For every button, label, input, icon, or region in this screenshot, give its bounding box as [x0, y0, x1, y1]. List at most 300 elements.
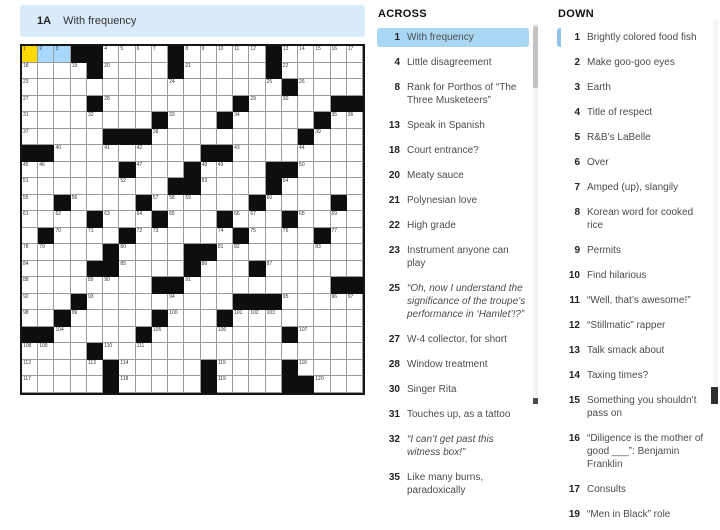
- down-clue-item[interactable]: [557, 128, 713, 147]
- grid-cell[interactable]: [152, 129, 168, 146]
- grid-cell[interactable]: [136, 63, 152, 80]
- grid-cell[interactable]: [249, 360, 265, 377]
- grid-cell[interactable]: [217, 178, 233, 195]
- grid-cell[interactable]: [54, 112, 70, 129]
- grid-cell[interactable]: [87, 129, 103, 146]
- grid-cell[interactable]: [136, 376, 152, 393]
- down-clue-item[interactable]: [557, 391, 713, 423]
- grid-cell[interactable]: [38, 112, 54, 129]
- grid-cell[interactable]: [331, 244, 347, 261]
- grid-cell[interactable]: [249, 96, 265, 113]
- grid-cell[interactable]: [314, 327, 330, 344]
- grid-cell[interactable]: [54, 277, 70, 294]
- grid-cell[interactable]: [347, 195, 363, 212]
- down-clue-item[interactable]: [557, 28, 713, 47]
- grid-cell[interactable]: [217, 63, 233, 80]
- grid-cell[interactable]: [217, 277, 233, 294]
- across-clue-item[interactable]: [377, 330, 529, 349]
- grid-cell[interactable]: [314, 79, 330, 96]
- grid-cell[interactable]: [168, 228, 184, 245]
- grid-cell[interactable]: [71, 162, 87, 179]
- grid-cell[interactable]: [87, 162, 103, 179]
- grid-cell[interactable]: [168, 211, 184, 228]
- grid-cell[interactable]: [217, 360, 233, 377]
- grid-cell[interactable]: [152, 162, 168, 179]
- grid-cell[interactable]: [38, 96, 54, 113]
- grid-cell[interactable]: [119, 244, 135, 261]
- grid-cell[interactable]: [282, 195, 298, 212]
- grid-cell[interactable]: [38, 294, 54, 311]
- grid-cell[interactable]: [54, 63, 70, 80]
- grid-cell[interactable]: [54, 145, 70, 162]
- grid-cell[interactable]: [266, 211, 282, 228]
- grid-cell[interactable]: [266, 79, 282, 96]
- grid-cell[interactable]: [347, 310, 363, 327]
- grid-cell[interactable]: [331, 310, 347, 327]
- grid-cell[interactable]: [233, 277, 249, 294]
- grid-cell[interactable]: [87, 294, 103, 311]
- grid-cell[interactable]: [266, 343, 282, 360]
- grid-cell[interactable]: [249, 327, 265, 344]
- grid-cell[interactable]: [136, 178, 152, 195]
- grid-cell[interactable]: [331, 294, 347, 311]
- grid-cell[interactable]: [217, 294, 233, 311]
- grid-cell[interactable]: [249, 228, 265, 245]
- grid-cell[interactable]: [38, 195, 54, 212]
- grid-cell[interactable]: [298, 310, 314, 327]
- grid-cell[interactable]: [22, 96, 38, 113]
- grid-cell[interactable]: [54, 294, 70, 311]
- grid-cell[interactable]: [168, 195, 184, 212]
- down-clue-item[interactable]: [557, 480, 713, 499]
- grid-cell[interactable]: [103, 96, 119, 113]
- grid-cell[interactable]: [87, 228, 103, 245]
- grid-cell[interactable]: [201, 63, 217, 80]
- grid-cell[interactable]: [331, 162, 347, 179]
- grid-cell[interactable]: [298, 343, 314, 360]
- grid-cell[interactable]: [54, 244, 70, 261]
- grid-cell[interactable]: [152, 244, 168, 261]
- grid-cell[interactable]: [331, 79, 347, 96]
- grid-cell[interactable]: [119, 96, 135, 113]
- grid-cell[interactable]: [103, 343, 119, 360]
- grid-cell[interactable]: [136, 343, 152, 360]
- grid-cell[interactable]: [22, 228, 38, 245]
- grid-cell[interactable]: [201, 294, 217, 311]
- grid-cell[interactable]: [136, 294, 152, 311]
- grid-cell[interactable]: [71, 310, 87, 327]
- grid-cell[interactable]: [71, 261, 87, 278]
- grid-cell[interactable]: [249, 343, 265, 360]
- grid-cell[interactable]: [71, 228, 87, 245]
- grid-cell[interactable]: [298, 228, 314, 245]
- grid-cell[interactable]: [119, 294, 135, 311]
- grid-cell[interactable]: [347, 79, 363, 96]
- grid-cell[interactable]: [184, 79, 200, 96]
- grid-cell[interactable]: [136, 310, 152, 327]
- grid-cell[interactable]: [119, 195, 135, 212]
- grid-cell[interactable]: [331, 46, 347, 63]
- grid-cell[interactable]: [347, 112, 363, 129]
- grid-cell[interactable]: [71, 376, 87, 393]
- grid-cell[interactable]: [249, 277, 265, 294]
- grid-cell[interactable]: [136, 145, 152, 162]
- grid-cell[interactable]: [152, 376, 168, 393]
- grid-cell[interactable]: [347, 244, 363, 261]
- down-clue-item[interactable]: [557, 366, 713, 385]
- grid-cell[interactable]: [298, 162, 314, 179]
- grid-cell[interactable]: [217, 228, 233, 245]
- grid-cell[interactable]: [103, 327, 119, 344]
- grid-cell[interactable]: [298, 360, 314, 377]
- grid-cell[interactable]: [38, 162, 54, 179]
- grid-cell[interactable]: [314, 46, 330, 63]
- grid-cell[interactable]: [168, 162, 184, 179]
- grid-cell[interactable]: [233, 79, 249, 96]
- grid-cell[interactable]: [168, 376, 184, 393]
- grid-cell[interactable]: [233, 376, 249, 393]
- grid-cell[interactable]: [38, 211, 54, 228]
- grid-cell[interactable]: [201, 79, 217, 96]
- down-clue-item[interactable]: [557, 316, 713, 335]
- grid-cell[interactable]: [331, 129, 347, 146]
- down-clue-item[interactable]: [557, 103, 713, 122]
- across-clue-item[interactable]: [377, 355, 529, 374]
- grid-cell[interactable]: [119, 360, 135, 377]
- grid-cell[interactable]: [136, 211, 152, 228]
- grid-cell[interactable]: [233, 162, 249, 179]
- grid-cell[interactable]: [22, 195, 38, 212]
- grid-cell[interactable]: [71, 360, 87, 377]
- grid-cell[interactable]: [38, 244, 54, 261]
- grid-cell[interactable]: [233, 327, 249, 344]
- grid-cell[interactable]: [347, 162, 363, 179]
- grid-cell[interactable]: [54, 46, 70, 63]
- grid-cell[interactable]: [233, 244, 249, 261]
- grid-cell[interactable]: [201, 211, 217, 228]
- grid-cell[interactable]: [71, 63, 87, 80]
- grid-cell[interactable]: [152, 79, 168, 96]
- grid-cell[interactable]: [152, 46, 168, 63]
- down-clue-item[interactable]: [557, 505, 713, 524]
- grid-cell[interactable]: [347, 343, 363, 360]
- grid-cell[interactable]: [266, 277, 282, 294]
- grid-cell[interactable]: [314, 195, 330, 212]
- grid-cell[interactable]: [184, 310, 200, 327]
- grid-cell[interactable]: [119, 376, 135, 393]
- grid-cell[interactable]: [314, 294, 330, 311]
- grid-cell[interactable]: [314, 277, 330, 294]
- across-clue-item[interactable]: [377, 380, 529, 399]
- grid-cell[interactable]: [22, 343, 38, 360]
- grid-cell[interactable]: [201, 178, 217, 195]
- grid-cell[interactable]: [266, 195, 282, 212]
- grid-cell[interactable]: [233, 178, 249, 195]
- across-clue-item[interactable]: [377, 405, 529, 424]
- grid-cell[interactable]: [282, 46, 298, 63]
- grid-cell[interactable]: [22, 79, 38, 96]
- grid-cell[interactable]: [314, 162, 330, 179]
- across-scrollbar-thumb[interactable]: [533, 26, 538, 88]
- grid-cell[interactable]: [54, 360, 70, 377]
- grid-cell[interactable]: [298, 261, 314, 278]
- grid-cell[interactable]: [71, 277, 87, 294]
- grid-cell[interactable]: [314, 178, 330, 195]
- grid-cell[interactable]: [314, 360, 330, 377]
- grid-cell[interactable]: [38, 261, 54, 278]
- down-clue-item[interactable]: [557, 153, 713, 172]
- grid-cell[interactable]: [233, 112, 249, 129]
- down-clue-item[interactable]: [557, 203, 713, 235]
- grid-cell[interactable]: [298, 277, 314, 294]
- grid-cell[interactable]: [347, 261, 363, 278]
- grid-cell[interactable]: [22, 63, 38, 80]
- down-clue-item[interactable]: [557, 266, 713, 285]
- grid-cell[interactable]: [331, 261, 347, 278]
- grid-cell[interactable]: [87, 360, 103, 377]
- across-clue-item[interactable]: [377, 78, 529, 110]
- grid-cell[interactable]: [184, 343, 200, 360]
- grid-cell[interactable]: [217, 244, 233, 261]
- grid-cell[interactable]: [103, 145, 119, 162]
- grid-cell[interactable]: [22, 211, 38, 228]
- down-clue-item[interactable]: [557, 53, 713, 72]
- grid-cell[interactable]: [314, 343, 330, 360]
- grid-cell[interactable]: [22, 46, 38, 63]
- grid-cell[interactable]: [233, 145, 249, 162]
- grid-cell[interactable]: [184, 63, 200, 80]
- grid-cell[interactable]: [233, 195, 249, 212]
- grid-cell[interactable]: [184, 360, 200, 377]
- grid-cell[interactable]: [331, 360, 347, 377]
- grid-cell[interactable]: [314, 211, 330, 228]
- grid-cell[interactable]: [266, 112, 282, 129]
- across-clue-item[interactable]: [377, 116, 529, 135]
- grid-cell[interactable]: [331, 178, 347, 195]
- grid-cell[interactable]: [87, 376, 103, 393]
- grid-cell[interactable]: [217, 162, 233, 179]
- grid-cell[interactable]: [347, 178, 363, 195]
- grid-cell[interactable]: [103, 211, 119, 228]
- page-scrollbar-thumb[interactable]: [711, 387, 718, 404]
- grid-cell[interactable]: [152, 96, 168, 113]
- grid-cell[interactable]: [54, 327, 70, 344]
- grid-cell[interactable]: [201, 310, 217, 327]
- grid-cell[interactable]: [119, 261, 135, 278]
- grid-cell[interactable]: [103, 294, 119, 311]
- grid-cell[interactable]: [22, 178, 38, 195]
- down-clue-item[interactable]: [557, 78, 713, 97]
- grid-cell[interactable]: [249, 244, 265, 261]
- grid-cell[interactable]: [87, 277, 103, 294]
- grid-cell[interactable]: [71, 145, 87, 162]
- grid-cell[interactable]: [233, 129, 249, 146]
- grid-cell[interactable]: [249, 63, 265, 80]
- grid-cell[interactable]: [347, 327, 363, 344]
- across-clue-item[interactable]: [377, 166, 529, 185]
- grid-cell[interactable]: [152, 178, 168, 195]
- across-clue-item[interactable]: [377, 53, 529, 72]
- grid-cell[interactable]: [22, 294, 38, 311]
- page-scrollbar-track[interactable]: [713, 20, 718, 404]
- grid-cell[interactable]: [103, 46, 119, 63]
- grid-cell[interactable]: [347, 376, 363, 393]
- grid-cell[interactable]: [249, 310, 265, 327]
- grid-cell[interactable]: [87, 145, 103, 162]
- grid-cell[interactable]: [298, 244, 314, 261]
- grid-cell[interactable]: [184, 294, 200, 311]
- grid-cell[interactable]: [249, 376, 265, 393]
- grid-cell[interactable]: [233, 261, 249, 278]
- grid-cell[interactable]: [347, 129, 363, 146]
- grid-cell[interactable]: [87, 244, 103, 261]
- grid-cell[interactable]: [331, 376, 347, 393]
- grid-cell[interactable]: [201, 112, 217, 129]
- grid-cell[interactable]: [136, 162, 152, 179]
- grid-cell[interactable]: [331, 112, 347, 129]
- grid-cell[interactable]: [119, 46, 135, 63]
- grid-cell[interactable]: [119, 79, 135, 96]
- grid-cell[interactable]: [282, 228, 298, 245]
- grid-cell[interactable]: [233, 343, 249, 360]
- grid-cell[interactable]: [103, 277, 119, 294]
- grid-cell[interactable]: [38, 63, 54, 80]
- grid-cell[interactable]: [184, 96, 200, 113]
- grid-cell[interactable]: [152, 145, 168, 162]
- down-clue-item[interactable]: [557, 241, 713, 260]
- grid-cell[interactable]: [282, 112, 298, 129]
- grid-cell[interactable]: [22, 112, 38, 129]
- grid-cell[interactable]: [87, 112, 103, 129]
- grid-cell[interactable]: [217, 96, 233, 113]
- grid-cell[interactable]: [184, 112, 200, 129]
- grid-cell[interactable]: [168, 145, 184, 162]
- grid-cell[interactable]: [249, 79, 265, 96]
- grid-cell[interactable]: [233, 63, 249, 80]
- grid-cell[interactable]: [282, 96, 298, 113]
- grid-cell[interactable]: [38, 46, 54, 63]
- grid-cell[interactable]: [282, 294, 298, 311]
- grid-cell[interactable]: [217, 79, 233, 96]
- grid-cell[interactable]: [168, 327, 184, 344]
- grid-cell[interactable]: [184, 145, 200, 162]
- grid-cell[interactable]: [184, 211, 200, 228]
- grid-cell[interactable]: [119, 178, 135, 195]
- grid-cell[interactable]: [282, 63, 298, 80]
- grid-cell[interactable]: [331, 63, 347, 80]
- grid-cell[interactable]: [347, 211, 363, 228]
- grid-cell[interactable]: [184, 277, 200, 294]
- grid-cell[interactable]: [152, 261, 168, 278]
- grid-cell[interactable]: [136, 261, 152, 278]
- grid-cell[interactable]: [298, 211, 314, 228]
- grid-cell[interactable]: [298, 63, 314, 80]
- grid-cell[interactable]: [38, 277, 54, 294]
- grid-cell[interactable]: [71, 129, 87, 146]
- grid-cell[interactable]: [347, 360, 363, 377]
- grid-cell[interactable]: [266, 129, 282, 146]
- across-clue-item[interactable]: [377, 141, 529, 160]
- across-scrollbar-track[interactable]: [533, 24, 538, 396]
- grid-cell[interactable]: [38, 310, 54, 327]
- grid-cell[interactable]: [168, 96, 184, 113]
- grid-cell[interactable]: [54, 178, 70, 195]
- grid-cell[interactable]: [168, 79, 184, 96]
- grid-cell[interactable]: [184, 376, 200, 393]
- grid-cell[interactable]: [54, 261, 70, 278]
- grid-cell[interactable]: [282, 343, 298, 360]
- grid-cell[interactable]: [168, 360, 184, 377]
- grid-cell[interactable]: [22, 261, 38, 278]
- grid-cell[interactable]: [184, 129, 200, 146]
- grid-cell[interactable]: [282, 277, 298, 294]
- grid-cell[interactable]: [87, 178, 103, 195]
- across-clue-item[interactable]: [377, 241, 529, 273]
- grid-cell[interactable]: [136, 360, 152, 377]
- grid-cell[interactable]: [314, 376, 330, 393]
- grid-cell[interactable]: [103, 195, 119, 212]
- grid-cell[interactable]: [249, 145, 265, 162]
- grid-cell[interactable]: [282, 244, 298, 261]
- grid-cell[interactable]: [331, 228, 347, 245]
- grid-cell[interactable]: [266, 310, 282, 327]
- grid-cell[interactable]: [119, 327, 135, 344]
- grid-cell[interactable]: [184, 46, 200, 63]
- grid-cell[interactable]: [201, 343, 217, 360]
- grid-cell[interactable]: [201, 96, 217, 113]
- grid-cell[interactable]: [298, 79, 314, 96]
- grid-cell[interactable]: [38, 178, 54, 195]
- grid-cell[interactable]: [152, 360, 168, 377]
- grid-cell[interactable]: [22, 376, 38, 393]
- grid-cell[interactable]: [87, 195, 103, 212]
- grid-cell[interactable]: [168, 129, 184, 146]
- grid-cell[interactable]: [136, 112, 152, 129]
- grid-cell[interactable]: [217, 343, 233, 360]
- grid-cell[interactable]: [266, 96, 282, 113]
- grid-cell[interactable]: [103, 112, 119, 129]
- grid-cell[interactable]: [168, 343, 184, 360]
- grid-cell[interactable]: [87, 79, 103, 96]
- grid-cell[interactable]: [249, 211, 265, 228]
- grid-cell[interactable]: [266, 360, 282, 377]
- grid-cell[interactable]: [347, 145, 363, 162]
- grid-cell[interactable]: [136, 46, 152, 63]
- down-clue-item[interactable]: [557, 178, 713, 197]
- down-clue-item[interactable]: [557, 429, 713, 474]
- grid-cell[interactable]: [298, 96, 314, 113]
- grid-cell[interactable]: [152, 195, 168, 212]
- grid-cell[interactable]: [266, 261, 282, 278]
- grid-cell[interactable]: [217, 376, 233, 393]
- grid-cell[interactable]: [54, 129, 70, 146]
- grid-cell[interactable]: [282, 145, 298, 162]
- grid-cell[interactable]: [347, 228, 363, 245]
- grid-cell[interactable]: [152, 63, 168, 80]
- grid-cell[interactable]: [201, 277, 217, 294]
- across-scrollbar-arrow[interactable]: [533, 398, 538, 404]
- grid-cell[interactable]: [298, 294, 314, 311]
- grid-cell[interactable]: [331, 343, 347, 360]
- grid-cell[interactable]: [217, 195, 233, 212]
- grid-cell[interactable]: [314, 310, 330, 327]
- down-clue-item[interactable]: [557, 291, 713, 310]
- grid-cell[interactable]: [184, 195, 200, 212]
- grid-cell[interactable]: [201, 195, 217, 212]
- grid-cell[interactable]: [152, 294, 168, 311]
- grid-cell[interactable]: [71, 112, 87, 129]
- across-clue-item[interactable]: [377, 216, 529, 235]
